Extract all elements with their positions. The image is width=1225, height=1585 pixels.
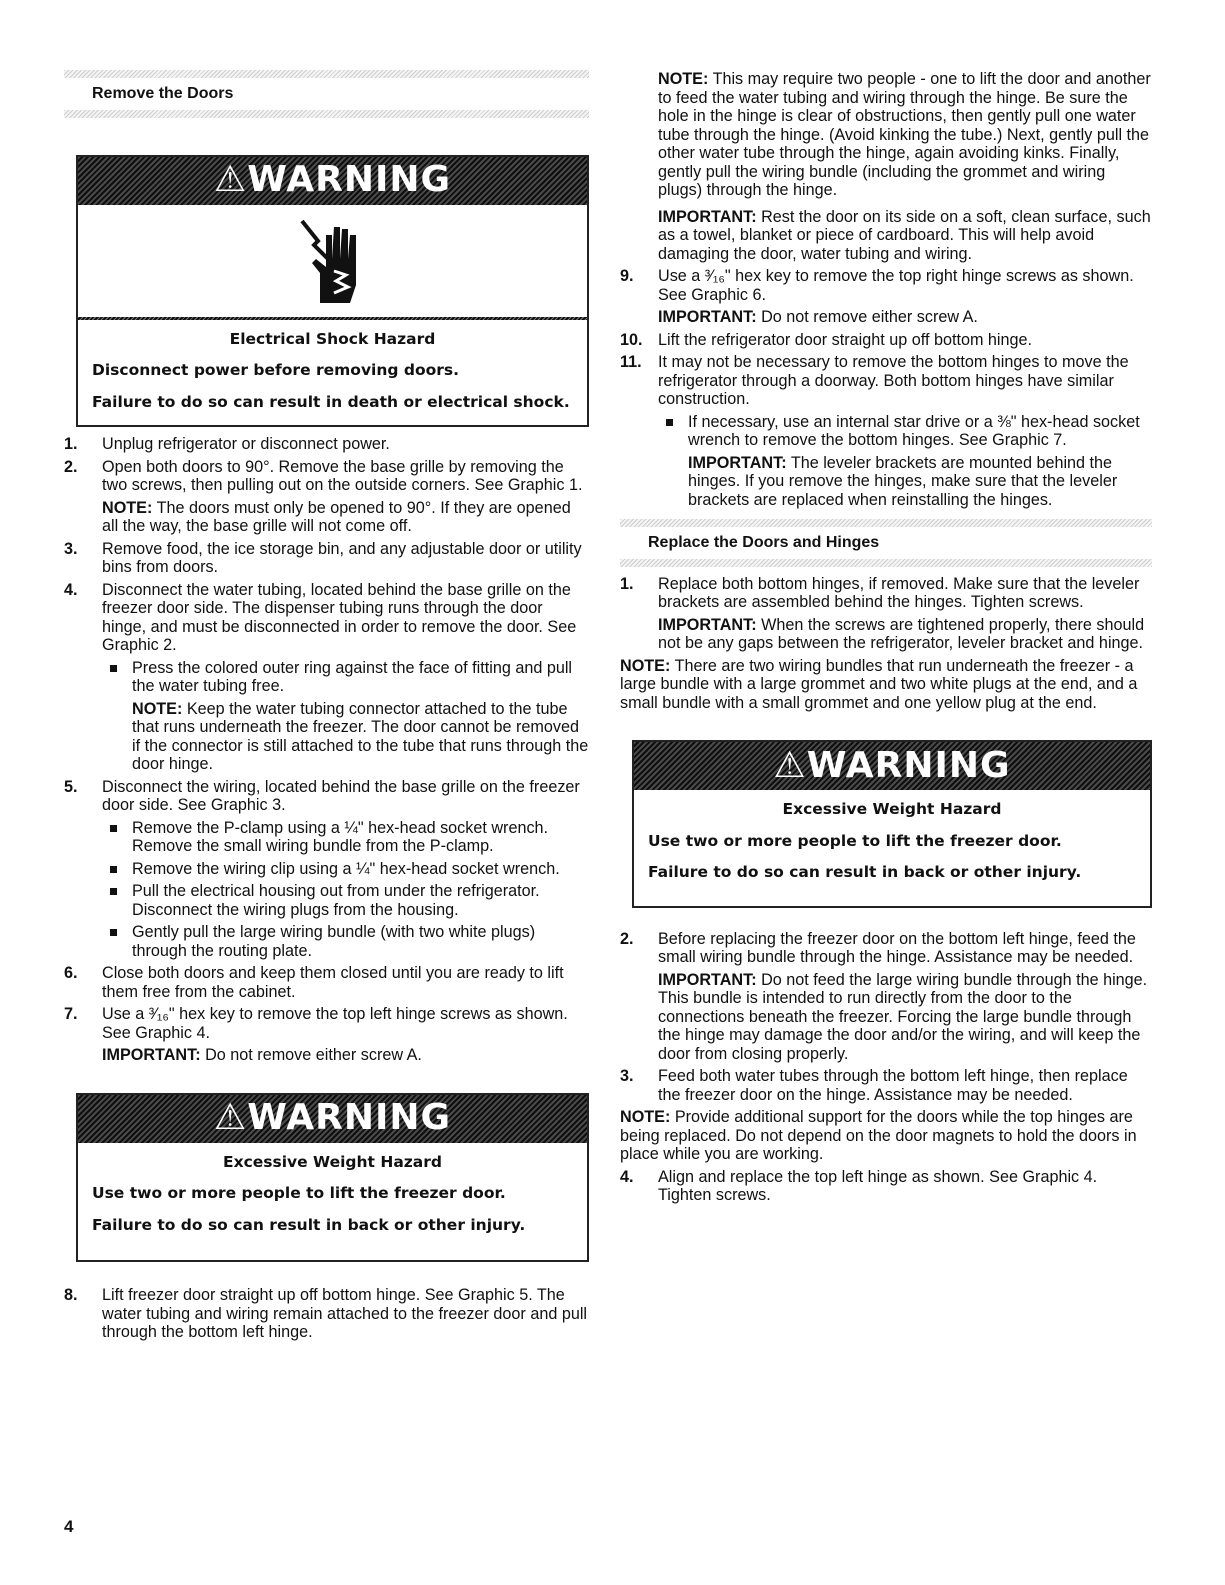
- step-8: [64, 1286, 589, 1342]
- bullet-text: Remove the P-clamp using a ¼" hex-head socket wrench. Remove the small wiring bundle from the P-clamp.: [132, 818, 549, 855]
- warning-box-electrical: [76, 155, 589, 428]
- note-label: NOTE:: [102, 498, 153, 517]
- note-text: This may require two people - one to lift the door and another to feed the water tubing and wiring through the hinge. Be sure the hole in the hinge is clear of obstructions, then gently pull one water tube through the hinge. (Avoid kinking the tube.) Next, gently pull the other water tube through the hinge, again avoiding kinks. Finally, gently pull the wiring bundle (including the grommet and wiring plugs) through the hinge.: [658, 70, 1151, 199]
- note-text: There are two wiring bundles that run underneath the freezer - a large bundle with a large grommet and two white plugs at the end, and a small bundle with a small grommet and one yellow plug at the end.: [620, 656, 1138, 712]
- step-text: Feed both water tubes through the bottom left hinge, then replace the freezer door on the hinge. Assistance may be needed.: [658, 1067, 1128, 1104]
- note-label: IMPORTANT:: [658, 615, 757, 634]
- step-text: Before replacing the freezer door on the bottom left hinge, feed the small wiring bundle through the hinge. Assistance may be needed.: [658, 929, 1136, 966]
- bullet-item: [64, 882, 589, 919]
- bullet-text: Gently pull the large wiring bundle (with two white plugs) through the routing plate.: [132, 923, 536, 960]
- step-number: 3.: [620, 1067, 634, 1085]
- bullet-text: If necessary, use an internal star drive or a ⅜" hex-head socket wrench to remove the bottom hinges. See Graphic 7.: [688, 412, 1140, 449]
- step-number: 3.: [64, 539, 78, 558]
- step-number: 8.: [64, 1286, 78, 1304]
- note-text: The doors must only be opened to 90°. If they are opened all the way, the base grille will not come off.: [102, 498, 571, 535]
- bullet-square-icon: [110, 665, 117, 672]
- section-title-remove-doors: Remove the Doors: [92, 85, 234, 102]
- step-number: 7.: [64, 1005, 78, 1023]
- note-text: Do not remove either screw A.: [756, 308, 978, 326]
- step-number: 6.: [64, 964, 78, 982]
- note-text: Do not remove either screw A.: [200, 1046, 422, 1064]
- section-rule: [64, 110, 589, 118]
- warning-line: Failure to do so can result in back or other injury.: [648, 863, 1082, 881]
- note-text: Provide additional support for the doors while the top hinges are being replaced. Do not depend on the door magnets to hold the doors in place while you are working.: [620, 1108, 1137, 1163]
- warning-banner-text: ⚠WARNING: [773, 744, 1011, 786]
- step-number: 2.: [620, 929, 634, 948]
- step-4: [64, 581, 589, 655]
- note-text: Keep the water tubing connector attached to the tube that runs underneath the freezer. The door cannot be removed if the connector is still attached to the tube that runs through the door hinge.: [132, 699, 589, 773]
- step-number: 4.: [620, 1167, 634, 1186]
- steps-list: [620, 267, 1152, 509]
- step-text: Replace both bottom hinges, if removed. Make sure that the leveler brackets are assembled behind the hinges. Tighten screws.: [658, 574, 1140, 611]
- step-number: 4.: [64, 580, 78, 599]
- warning-body: [634, 790, 1150, 906]
- note-paragraph: [620, 1108, 1152, 1164]
- note-text: Rest the door on its side on a soft, clean surface, such as a towel, blanket or piece of cardboard. This will help avoid damaging the door, water tubing and wiring.: [658, 207, 1151, 263]
- bullet-square-icon: [110, 888, 117, 895]
- section-rule: [64, 70, 589, 78]
- steps-list: [64, 435, 589, 1065]
- bullet-square-icon: [110, 825, 117, 832]
- step-text: Open both doors to 90°. Remove the base grille by removing the two screws, then pulling out on the outside corners. See Graphic 1.: [102, 457, 583, 494]
- note-text: Do not feed the large wiring bundle through the hinge. This bundle is intended to run directly from the door to the connections beneath the freezer. Forcing the large bundle through the hinge may damage the door and/or the wiring, and will keep the door from closing properly.: [658, 970, 1148, 1063]
- step-number: 10.: [620, 330, 643, 349]
- note-label: NOTE:: [132, 699, 183, 718]
- bullet-square-icon: [110, 929, 117, 936]
- bullet-item: [64, 659, 589, 696]
- page-number: 4: [64, 1517, 74, 1536]
- bullet-item: [64, 923, 589, 960]
- note-label: IMPORTANT:: [658, 970, 757, 989]
- step-5: [64, 778, 589, 815]
- warning-banner: [78, 1095, 587, 1143]
- step-number: 2.: [64, 457, 78, 476]
- step-text: Lift the refrigerator door straight up off bottom hinge.: [658, 330, 1033, 349]
- note-label: IMPORTANT:: [658, 308, 757, 326]
- step-text: It may not be necessary to remove the bottom hinges to move the refrigerator through a doorway. Both bottom hinges have similar construction.: [658, 353, 1129, 408]
- note-label: IMPORTANT:: [688, 453, 787, 472]
- step-9: [620, 267, 1152, 304]
- step-text: Disconnect the wiring, located behind the base grille on the freezer door side. See Graphic 3.: [102, 777, 580, 814]
- steps-list: [64, 1286, 589, 1342]
- electrical-shock-hand-icon: [78, 205, 587, 317]
- bullet-item: [64, 860, 589, 879]
- note-paragraph: [620, 657, 1152, 713]
- step-number: 11.: [620, 353, 642, 371]
- step-7: [64, 1005, 589, 1042]
- warning-banner-text: ⚠WARNING: [213, 1097, 452, 1139]
- warning-line: Use two or more people to lift the freezer door.: [648, 831, 1062, 850]
- warning-body: [78, 320, 587, 426]
- steps-list: [620, 1168, 1152, 1205]
- note-label: IMPORTANT:: [102, 1046, 201, 1064]
- bullet-square-icon: [110, 866, 117, 873]
- warning-line: Use two or more people to lift the freezer door.: [92, 1184, 506, 1202]
- step-number: 1.: [620, 574, 634, 593]
- note-label: NOTE:: [658, 70, 709, 88]
- section-rule: [620, 519, 1152, 527]
- step-10: [620, 331, 1152, 350]
- right-column: [620, 70, 1152, 1205]
- step-number: 9.: [620, 267, 634, 285]
- step-text: Disconnect the water tubing, located behind the base grille on the freezer door side. The dispenser tubing runs through the door hinge, and must be disconnected in order to remove the door. See Graphic 2.: [102, 580, 577, 654]
- replace-step-2: [620, 930, 1152, 967]
- warning-banner-text: ⚠WARNING: [213, 159, 452, 201]
- step-text: Remove food, the ice storage bin, and any adjustable door or utility bins from doors.: [102, 539, 582, 576]
- step-text: Use a ³⁄₁₆" hex key to remove the top left hinge screws as shown. See Graphic 4.: [102, 1005, 568, 1042]
- step-text: Close both doors and keep them closed until you are ready to lift them free from the cabinet.: [102, 964, 564, 1001]
- steps-list: [620, 575, 1152, 653]
- bullet-note: [620, 454, 1152, 510]
- note-label: NOTE:: [620, 656, 671, 675]
- bullet-item: [64, 819, 589, 856]
- hazard-title: Electrical Shock Hazard: [229, 329, 436, 348]
- warning-body: [78, 1143, 587, 1261]
- note-label: NOTE:: [620, 1108, 671, 1126]
- step-text: Align and replace the top left hinge as shown. See Graphic 4. Tighten screws.: [658, 1167, 1098, 1204]
- step-text: Use a ³⁄₁₆" hex key to remove the top right hinge screws as shown. See Graphic 6.: [658, 267, 1134, 304]
- step-note: [64, 1046, 589, 1065]
- replace-step-1: [620, 575, 1152, 612]
- replace-step-3: [620, 1067, 1152, 1104]
- step-6: [64, 964, 589, 1001]
- warning-line: Failure to do so can result in back or other injury.: [92, 1215, 526, 1234]
- bullet-text: Press the colored outer ring against the face of fitting and pull the water tubing free.: [132, 658, 573, 695]
- step-note: [64, 499, 589, 536]
- hazard-title: Excessive Weight Hazard: [782, 800, 1002, 818]
- step-number: 5.: [64, 777, 78, 796]
- step-11: [620, 353, 1152, 409]
- warning-box-weight: [76, 1093, 589, 1263]
- step-note: [620, 616, 1152, 653]
- step-1: [64, 435, 589, 454]
- step-3: [64, 540, 589, 577]
- left-column: [64, 70, 589, 1342]
- step-text: Lift freezer door straight up off bottom hinge. See Graphic 5. The water tubing and wiring remain attached to the freezer door and pull through the bottom left hinge.: [102, 1286, 588, 1341]
- note-paragraph: [620, 70, 1152, 200]
- step-note: [620, 971, 1152, 1064]
- warning-box-weight: [632, 740, 1152, 908]
- note-text: The leveler brackets are mounted behind the hinges. If you remove the hinges, make sure that the leveler brackets are replaced when reinstalling the hinges.: [688, 453, 1118, 509]
- bullet-text: Remove the wiring clip using a ¼" hex-head socket wrench.: [132, 859, 560, 878]
- note-label: IMPORTANT:: [658, 207, 757, 226]
- step-note: [620, 308, 1152, 327]
- warning-line: Failure to do so can result in death or electrical shock.: [92, 392, 570, 411]
- warning-banner: [78, 157, 587, 205]
- section-title-replace-doors: Replace the Doors and Hinges: [648, 534, 880, 551]
- bullet-note: [64, 700, 589, 774]
- hazard-title: Excessive Weight Hazard: [222, 1152, 443, 1171]
- step-2: [64, 458, 589, 495]
- section-rule: [620, 559, 1152, 567]
- bullet-square-icon: [666, 419, 673, 426]
- replace-step-4: [620, 1168, 1152, 1205]
- warning-banner: [634, 742, 1150, 790]
- bullet-item: [620, 413, 1152, 450]
- bullet-text: Pull the electrical housing out from under the refrigerator. Disconnect the wiring plugs from the housing.: [132, 882, 540, 919]
- note-text: When the screws are tightened properly, there should not be any gaps between the refrigerator, leveler bracket and hinge.: [658, 615, 1145, 652]
- step-text: Unplug refrigerator or disconnect power.: [102, 435, 390, 453]
- important-paragraph: [620, 208, 1152, 264]
- steps-list: [620, 930, 1152, 1105]
- warning-line: Disconnect power before removing doors.: [92, 361, 460, 379]
- step-number: 1.: [64, 435, 78, 453]
